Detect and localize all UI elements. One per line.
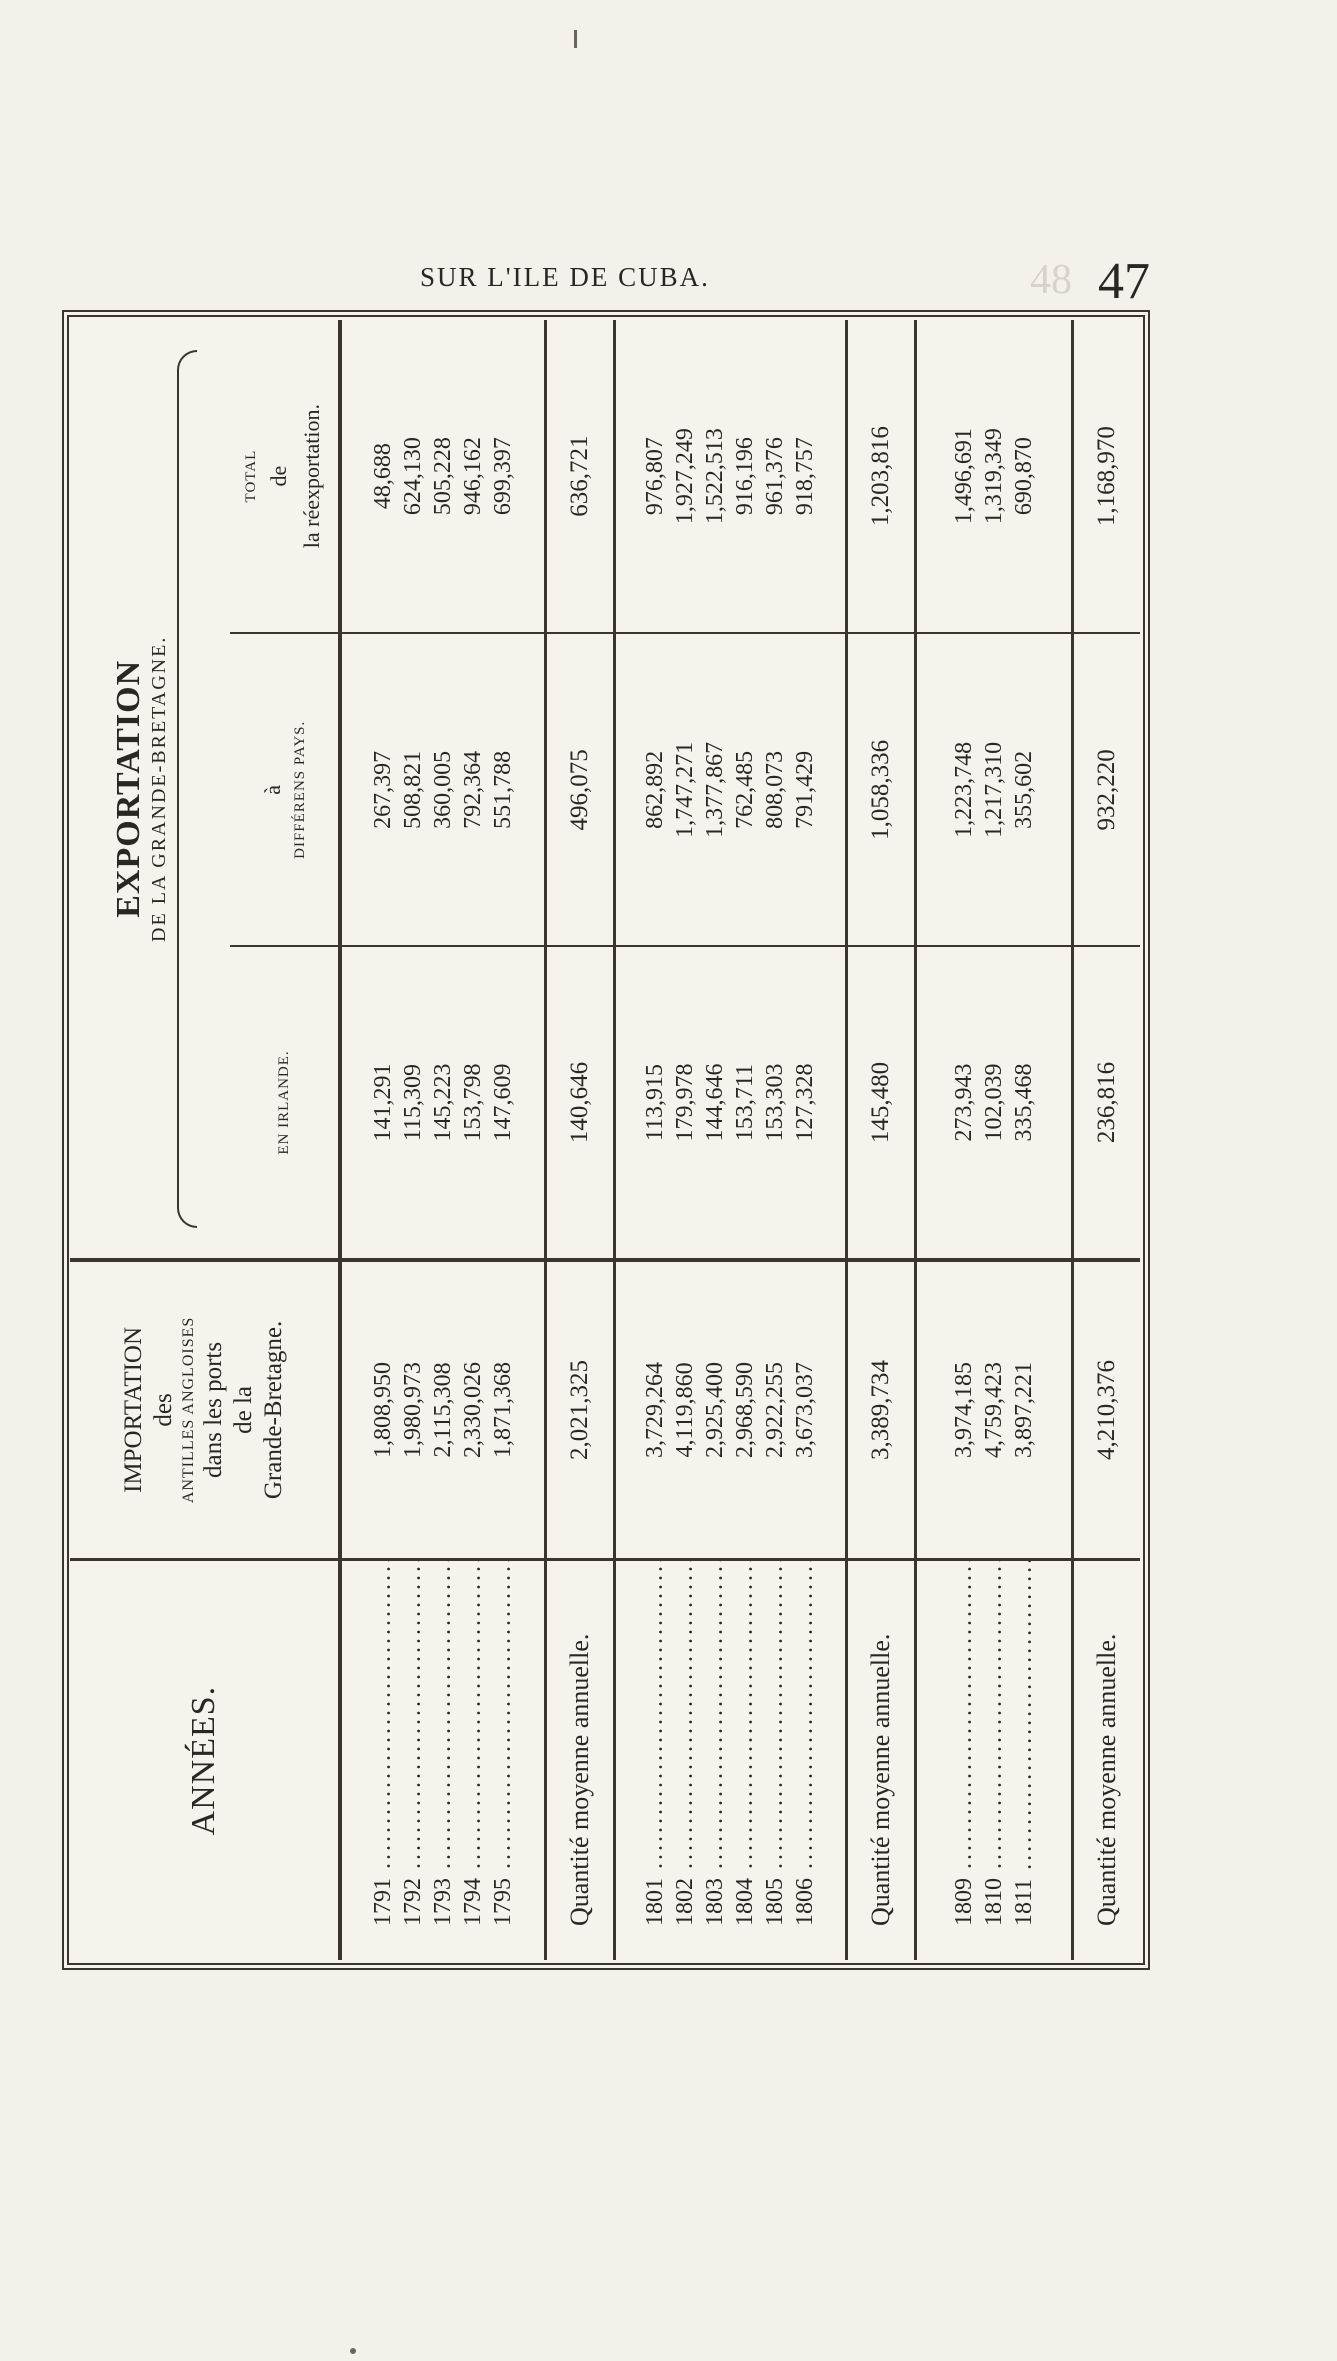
value: 48,688 bbox=[370, 443, 397, 510]
value: 808,073 bbox=[762, 750, 789, 829]
year-label: 1810 ..... bbox=[979, 1561, 1009, 1926]
header-pays-a: à bbox=[260, 784, 286, 795]
average-importation: 4,210,376 bbox=[1072, 1260, 1140, 1560]
value: 862,892 bbox=[642, 750, 669, 829]
header-total-2: de bbox=[266, 465, 292, 487]
value: 508,821 bbox=[400, 750, 427, 829]
header-importation-line5: de la bbox=[229, 1385, 257, 1434]
average-irlande: 145,480 bbox=[846, 946, 915, 1259]
year-label: 1804 ..... bbox=[730, 1561, 760, 1926]
year-label: 1806 ..... bbox=[790, 1561, 820, 1926]
average-irlande: 140,646 bbox=[546, 946, 615, 1259]
value: 355,602 bbox=[1010, 750, 1037, 829]
average-pays: 932,220 bbox=[1072, 633, 1140, 946]
header-pays bbox=[230, 633, 340, 946]
value: 3,729,264 bbox=[642, 1361, 669, 1458]
value: 624,130 bbox=[400, 437, 427, 516]
value: 946,162 bbox=[460, 437, 487, 516]
year-label: 1805 ..... bbox=[760, 1561, 790, 1926]
value: 1,871,368 bbox=[490, 1361, 517, 1458]
year-cell bbox=[615, 1560, 847, 1960]
year-label: 1811 ..... bbox=[1009, 1561, 1039, 1926]
value: 699,397 bbox=[490, 437, 517, 516]
value: 4,759,423 bbox=[980, 1361, 1007, 1458]
trade-table bbox=[70, 320, 1140, 1960]
value: 127,328 bbox=[792, 1063, 819, 1142]
value: 1,217,310 bbox=[980, 741, 1007, 838]
average-row bbox=[1072, 320, 1140, 1960]
average-total: 1,168,970 bbox=[1072, 320, 1140, 633]
value: 179,978 bbox=[672, 1063, 699, 1142]
value: 791,429 bbox=[792, 750, 819, 829]
year-label: 1801 ..... bbox=[640, 1561, 670, 1926]
value: 1,808,950 bbox=[370, 1361, 397, 1458]
year-cell bbox=[340, 1560, 546, 1960]
year-label: 1792 ..... bbox=[398, 1561, 428, 1926]
average-pays: 496,075 bbox=[546, 633, 615, 946]
irlande-cell bbox=[340, 946, 546, 1259]
value: 1,496,691 bbox=[950, 428, 977, 525]
value: 2,922,255 bbox=[762, 1361, 789, 1458]
show-through-page-number: 48 bbox=[1030, 257, 1072, 303]
header-exportation-title: EXPORTATION bbox=[109, 659, 147, 918]
value: 4,119,860 bbox=[672, 1362, 699, 1458]
average-irlande: 236,816 bbox=[1072, 946, 1140, 1259]
value: 2,925,400 bbox=[702, 1361, 729, 1458]
header-annees: ANNÉES. bbox=[70, 1560, 340, 1960]
pays-cell bbox=[340, 633, 546, 946]
value: 335,468 bbox=[1010, 1063, 1037, 1142]
average-row bbox=[546, 320, 615, 1960]
value: 153,303 bbox=[762, 1063, 789, 1142]
average-total: 636,721 bbox=[546, 320, 615, 633]
header-total-3: la réexportation. bbox=[299, 404, 325, 549]
value: 3,673,037 bbox=[792, 1361, 819, 1458]
value: 1,980,973 bbox=[400, 1361, 427, 1458]
value: 153,711 bbox=[732, 1063, 759, 1142]
value: 792,364 bbox=[460, 750, 487, 829]
importation-cell bbox=[340, 1260, 546, 1560]
value: 2,115,308 bbox=[430, 1362, 457, 1458]
average-pays: 1,058,336 bbox=[846, 633, 915, 946]
value: 1,927,249 bbox=[672, 428, 699, 525]
value: 2,330,026 bbox=[460, 1361, 487, 1458]
value: 113,915 bbox=[642, 1063, 669, 1142]
header-importation bbox=[70, 1260, 340, 1560]
value: 273,943 bbox=[950, 1063, 977, 1142]
header-importation-line1: IMPORTATION bbox=[120, 1326, 148, 1493]
value: 1,223,748 bbox=[950, 741, 977, 838]
header-irlande: EN IRLANDE. bbox=[230, 946, 340, 1259]
table-row-group-3 bbox=[915, 320, 1072, 1960]
importation-cell bbox=[615, 1260, 847, 1560]
value: 1,747,271 bbox=[672, 741, 699, 838]
value: 145,223 bbox=[430, 1063, 457, 1142]
header-total-1: TOTAL bbox=[242, 449, 259, 503]
value: 918,757 bbox=[792, 437, 819, 516]
value: 976,807 bbox=[642, 437, 669, 516]
value: 690,870 bbox=[1010, 437, 1037, 516]
header-importation-line3: ANTILLES ANGLOISES bbox=[180, 1316, 198, 1504]
value: 3,974,185 bbox=[950, 1361, 977, 1458]
value: 1,522,513 bbox=[702, 428, 729, 525]
value: 961,376 bbox=[762, 437, 789, 516]
year-label: 1802 ..... bbox=[670, 1561, 700, 1926]
header-brace bbox=[177, 350, 197, 1228]
value: 3,897,221 bbox=[1010, 1361, 1037, 1458]
page-mark-bottom bbox=[350, 2348, 356, 2354]
header-importation-line4: dans les ports bbox=[199, 1341, 227, 1478]
value: 115,309 bbox=[400, 1063, 427, 1142]
header-total bbox=[230, 320, 340, 633]
year-label: 1795 ..... bbox=[488, 1561, 518, 1926]
year-label: 1803 ..... bbox=[700, 1561, 730, 1926]
value: 916,196 bbox=[732, 437, 759, 516]
importation-cell bbox=[915, 1260, 1072, 1560]
value: 360,005 bbox=[430, 750, 457, 829]
value: 147,609 bbox=[490, 1063, 517, 1142]
value: 141,291 bbox=[370, 1063, 397, 1142]
pays-cell bbox=[915, 633, 1072, 946]
header-exportation-subtitle: DE LA GRANDE-BRETAGNE. bbox=[147, 635, 170, 942]
average-importation: 3,389,734 bbox=[846, 1260, 915, 1560]
year-cell bbox=[915, 1560, 1072, 1960]
header-pays-label: DIFFÉRENS PAYS. bbox=[292, 720, 309, 859]
irlande-cell bbox=[915, 946, 1072, 1259]
average-label: Quantité moyenne annuelle. bbox=[546, 1560, 615, 1960]
header-importation-line6: Grande-Bretagne. bbox=[259, 1320, 287, 1500]
header-exportation bbox=[70, 320, 230, 1260]
value: 1,377,867 bbox=[702, 741, 729, 838]
table-row-group-1 bbox=[340, 320, 546, 1960]
value: 153,798 bbox=[460, 1063, 487, 1142]
total-cell bbox=[340, 320, 546, 633]
page-number: 47 bbox=[1098, 253, 1150, 310]
year-label: 1793 ..... bbox=[428, 1561, 458, 1926]
total-cell bbox=[915, 320, 1072, 633]
year-label: 1791 ..... bbox=[368, 1561, 398, 1926]
pays-cell bbox=[615, 633, 847, 946]
average-label: Quantité moyenne annuelle. bbox=[846, 1560, 915, 1960]
total-cell bbox=[615, 320, 847, 633]
running-head: SUR L'ILE DE CUBA. bbox=[420, 262, 710, 292]
average-importation: 2,021,325 bbox=[546, 1260, 615, 1560]
value: 102,039 bbox=[980, 1063, 1007, 1142]
table-row-group-2 bbox=[615, 320, 847, 1960]
average-row bbox=[846, 320, 915, 1960]
year-label: 1809 ..... bbox=[949, 1561, 979, 1926]
page-mark bbox=[574, 30, 577, 48]
value: 267,397 bbox=[370, 750, 397, 829]
value: 762,485 bbox=[732, 750, 759, 829]
value: 551,788 bbox=[490, 750, 517, 829]
header-importation-line2: des bbox=[150, 1393, 178, 1427]
value: 1,319,349 bbox=[980, 428, 1007, 525]
value: 2,968,590 bbox=[732, 1361, 759, 1458]
irlande-cell bbox=[615, 946, 847, 1259]
value: 505,228 bbox=[430, 437, 457, 516]
year-label: 1794 ..... bbox=[458, 1561, 488, 1926]
average-total: 1,203,816 bbox=[846, 320, 915, 633]
value: 144,646 bbox=[702, 1063, 729, 1142]
average-label: Quantité moyenne annuelle. bbox=[1072, 1560, 1140, 1960]
rotated-table-container bbox=[70, 320, 1140, 1960]
table-body bbox=[340, 320, 1140, 1960]
